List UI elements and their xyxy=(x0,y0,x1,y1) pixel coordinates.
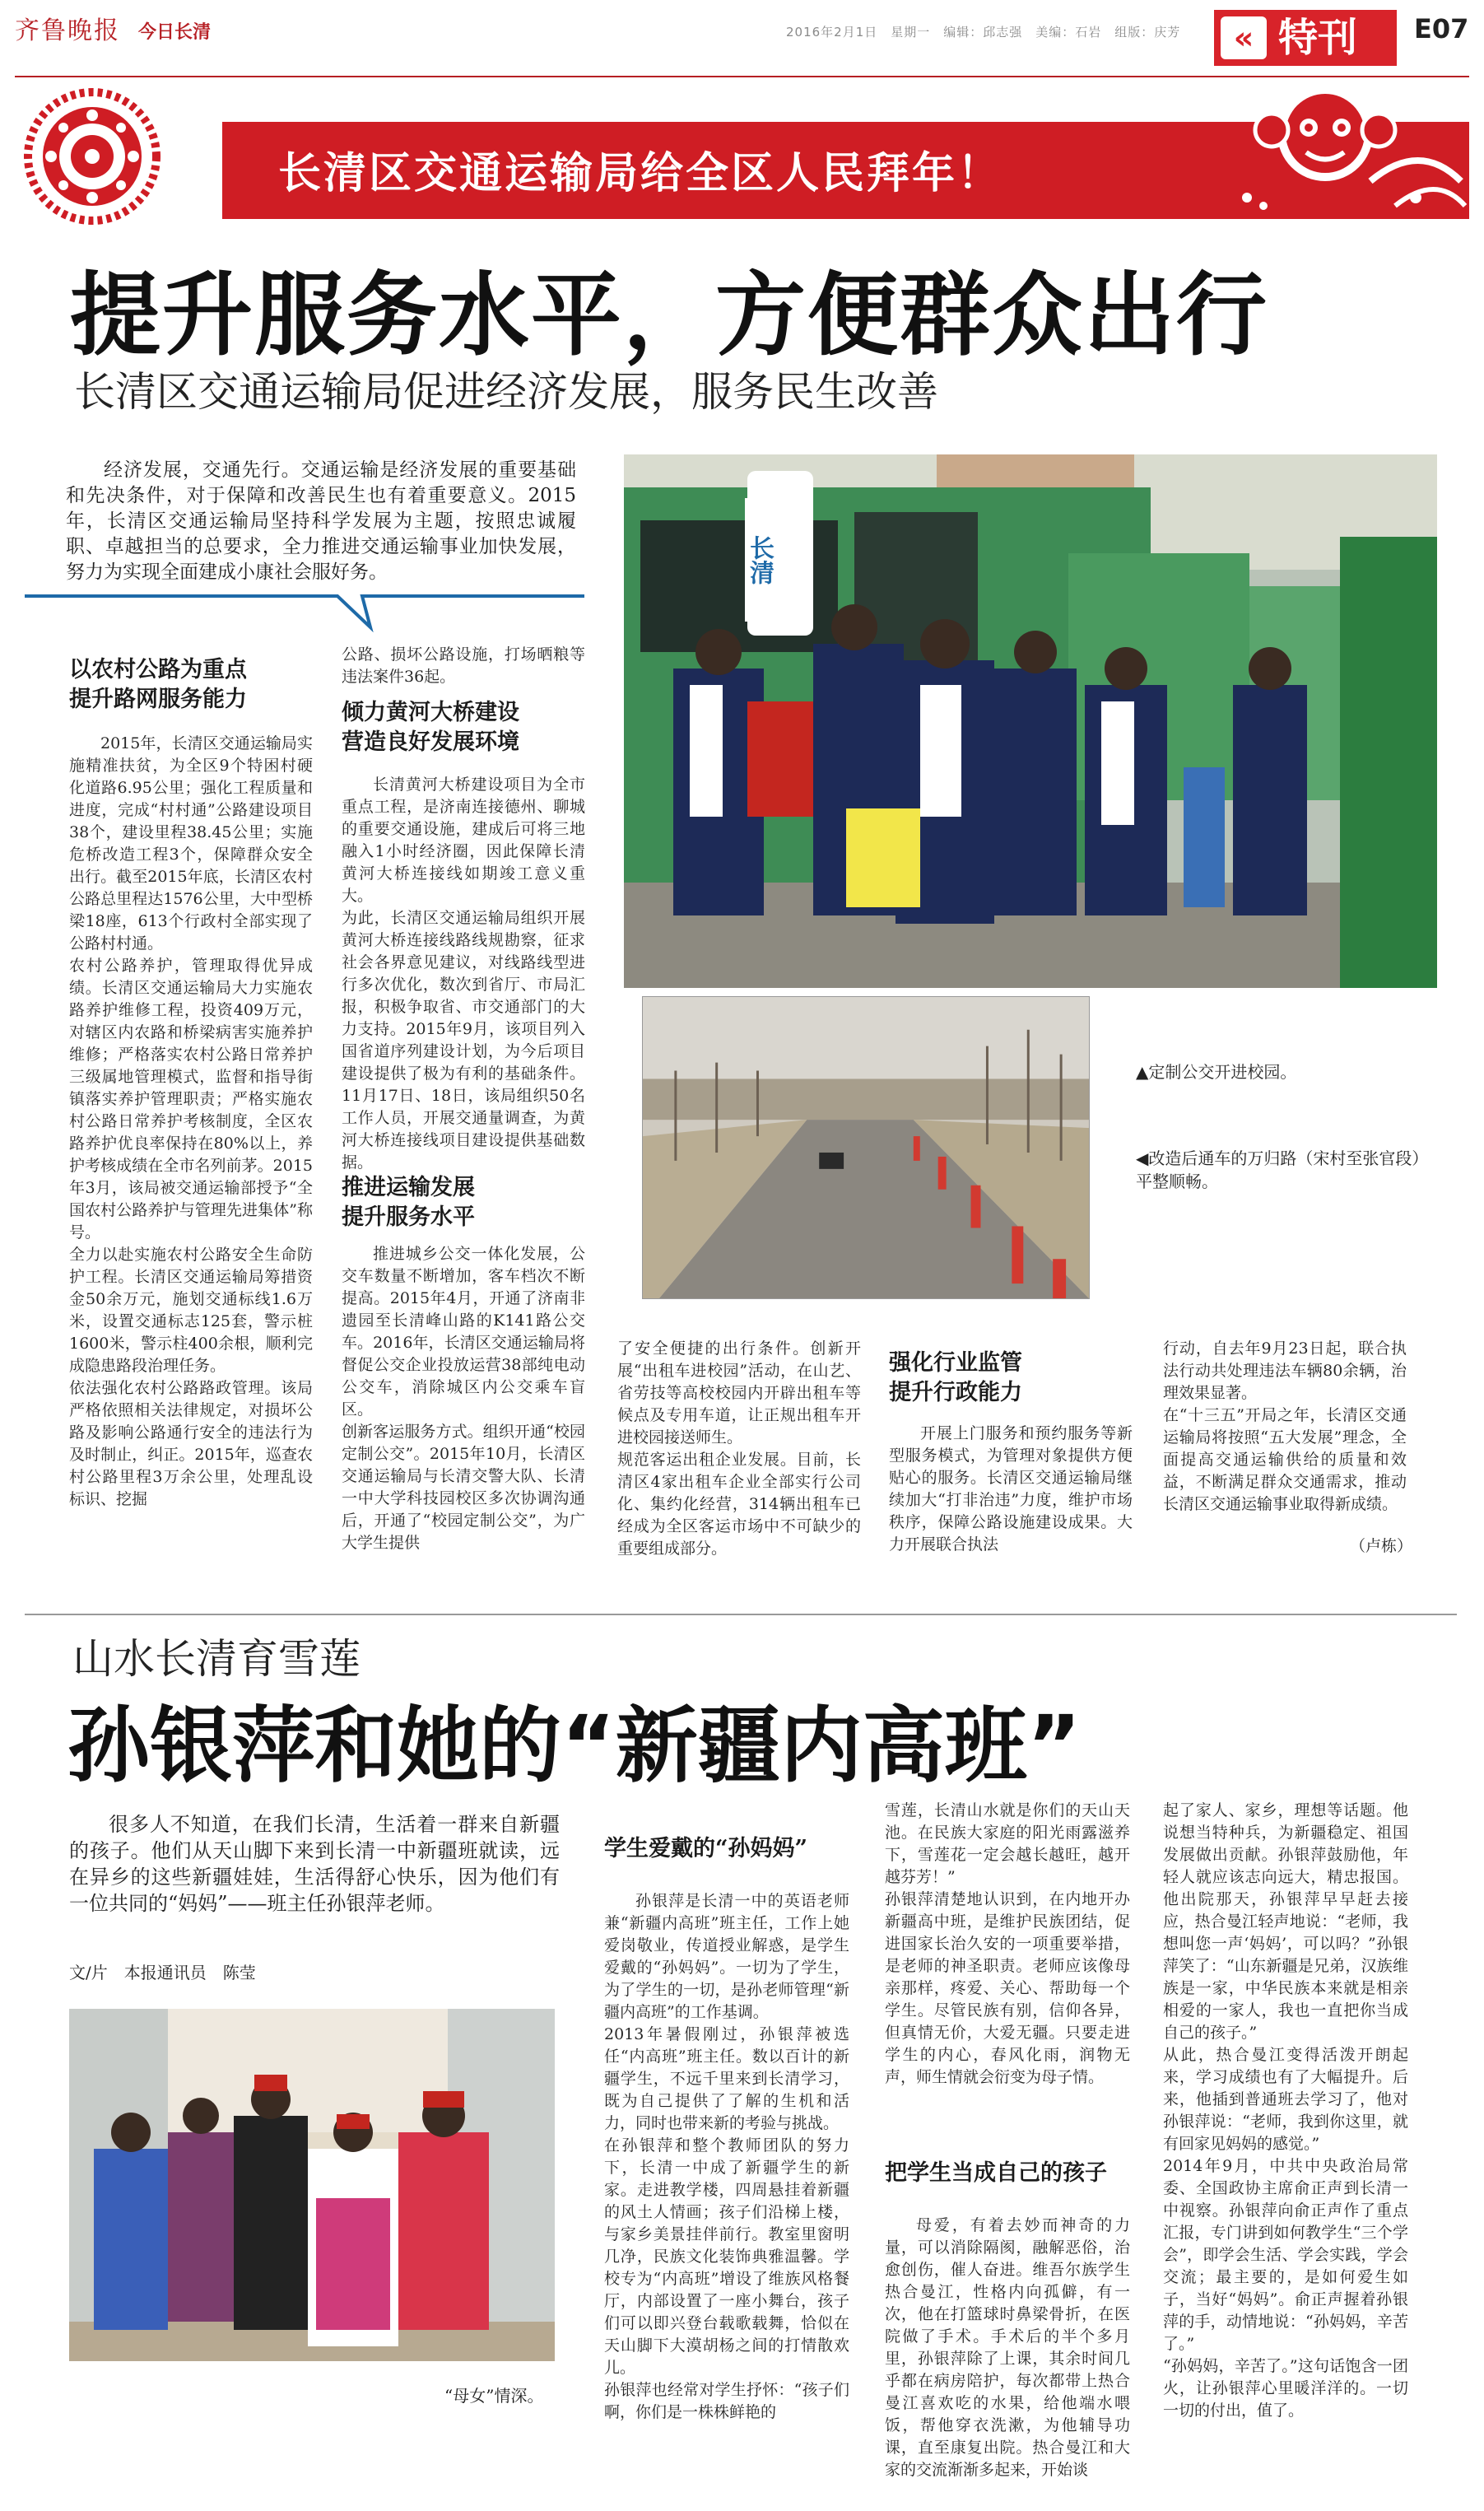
feature-headline: 孙银萍和她的“新疆内高班” xyxy=(67,1698,1082,1794)
feature-column-1: 孙银萍是长清一中的英语老师兼“新疆内高班”班主任，工作上她爱岗敬业，传道授业解惑，是学生爱戴的“孙妈妈”。一切为了学生，为了学生的一切，是孙老师管理“新疆内高班”的工作基调。 2013年暑假刚过，孙银萍被选任“内高班”班主任。数以百计的新疆学生，不远千里来到长清学习，既为自己提供了了解的生机和活力，同时也带来新的考验与挑战。 在孙银萍和整个教师团队的努力下，长清一中成了新疆学生的新家。走进教学楼，四周悬挂着新疆的风土人情画；孩子们沿梯上楼，与家乡美景挂伴前行。教室里窗明几净，民族文化装饰典雅温馨。学校专为“内高班”增设了维族风格餐厅，内部设置了一座小舞台，孩子们可以即兴登台载歌载舞，恰似在天山脚下大漠胡杨之间的打情散欢儿。 孙银萍也经常对学生抒怀：“孩子们啊，你们是一株株鲜艳的 xyxy=(604,1892,849,2421)
feature-intro: 很多人不知道，在我们长清，生活着一群来自新疆的孩子。他们从天山脚下来到长清一中新疆班就读，远在异乡的这些新疆娃娃，生活得舒心快乐，因为他们有一位共同的“妈妈”——班主任孙银萍老师。 xyxy=(69,1813,560,1915)
column-continued: 公路、损坏公路设施，打场晒粮等违法案件36起。 xyxy=(342,645,585,686)
newspaper-logo: 齐鲁晚报 xyxy=(15,16,120,45)
papercut-flower-icon xyxy=(18,82,166,231)
papercut-monkey-icon xyxy=(1123,82,1469,222)
section-heading-bridge: 倾力黄河大桥建设 营造良好发展环境 xyxy=(342,700,519,755)
section-heading-own-children: 把学生当成自己的孩子 xyxy=(885,2160,1107,2186)
feature-column-2b: 母爱，有着去妙而神奇的力量，可以消除隔阂，融解恶俗，治愈创伤，催人奋进。维吾尔族学生热合曼江，性格内向孤僻，有一次，他在打篮球时鼻梁骨折，在医院做了手术。手术后的半个多月里，孙银萍除了上课，其余时间几乎都在病房陪护，每次都带上热合曼江喜欢吃的水果，给他端水喂饭，帮他穿衣洗漱，为他辅导功课，直至康复出院。热合曼江和大家的交流渐渐多起来，开始谈 xyxy=(885,2216,1130,2479)
feature-column-3: 起了家人、家乡，理想等话题。他说想当特种兵，为新疆稳定、祖国发展做出贡献。孙银萍鼓励他，年轻人就应该志向远大，精忠报国。他出院那天，孙银萍早早赶去接应，热合曼江轻声地说：“老师，我想叫您一声‘妈妈’，可以吗？”孙银萍笑了：“山东新疆是兄弟，汉族维族是一家，中华民族本来就是相亲相爱的一家人，我也一直把你当成自己的孩子。” 从此，热合曼江变得活泼开朗起来，学习成绩也有了大幅提升。后来，他插到普通班去学习了，他对孙银萍说：“老师，我到你这里，就有回家见妈妈的感觉。” 2014年9月，中共中央政治局常委、全国政协主席俞正声到长清一中视察。孙银萍向俞正声作了重点汇报，专门讲到如何教学生“三个学会”，即学会生活、学会实践，学会交流；最主要的，是如何爱生如子，当好“妈妈”。俞正声握着孙银萍的手，动情地说：“孙妈妈，辛苦了。” “孙妈妈，辛苦了。”这句话饱含一团火，让孙银萍心里暖洋洋的。一切一切的付出，值了。 xyxy=(1163,1801,1408,2420)
feature-photo-caption: “母女”情深。 xyxy=(444,2386,544,2406)
page-number: E07 xyxy=(1414,13,1469,44)
photo-teacher-with-students xyxy=(69,2009,555,2361)
article-divider xyxy=(25,1614,1457,1615)
banner-text: 长清区交通运输局给全区人民拜年！ xyxy=(278,149,1003,198)
article-intro: 经济发展，交通先行。交通运输是经济发展的重要基础和先决条件，对于保障和改善民生也有着重要意义。2015年，长清区交通运输局坚持科学发展为主题，按照忠诚履职、卓越担当的总要求，全力推进交通运输事业加快发展，努力为实现全面建成小康社会服好务。 xyxy=(66,459,576,583)
section-heading-beloved: 学生爱戴的“孙妈妈” xyxy=(604,1836,808,1861)
column-bridge: 长清黄河大桥建设项目为全市重点工程，是济南连接德州、聊城的重要交通设施，建成后可将三地融入1小时经济圈，因此保障长清黄河大桥连接线如期竣工意义重大。 为此，长清区交通运输局组织开展黄河大桥连接线路线规勘察，征求社会各界意见建议，对线路线型进行多次优化，数次到省厅、市局汇报，积极争取省、市交通部门的大力支持。2015年9月，该项目列入国省道序列建设计划，为今后项目建设提供了极为有利的基础条件。11月17日、18日，该局组织50名工作人员，开展交通量调查，为黄河大桥连接线项目建设提供基础数据。 xyxy=(342,776,585,1172)
bus-sign: 长清 xyxy=(745,498,775,622)
section-heading-rural-roads: 以农村公路为重点 提升路网服务能力 xyxy=(69,657,247,712)
column-outlook: 行动，自去年9月23日起，联合执法行动共处理违法车辆80余辆，治理效果显著。 在“十三五”开局之年，长清区交通运输局将按照“五大发展”理念，全面提高交通运输供给的质量和效益，不断满足群众交通需求，推动长清区交通运输事业取得新成绩。 xyxy=(1163,1339,1407,1513)
section-name: 今日长清 xyxy=(138,22,212,43)
article1-author: （卢栋） xyxy=(1350,1537,1413,1555)
column-rural-roads: 2015年，长清区交通运输局实施精准扶贫，为全区9个特困村硬化道路6.95公里；强化工程质量和进度，完成“村村通”公路建设项目38个，建设里程38.45公里；实施危桥改造工程3个，保障群众安全出行。截至2015年底，长清区农村公路总里程达1576公里，大中型桥梁18座，613个行政村全部实现了公路村村通。 农村公路养护，管理取得优异成绩。长清区交通运输局大力实施农路养护维修工程，投资409万元，对辖区内农路和桥梁病害实施养护维修；严格落实农村公路日常养护三级属地管理模式，监督和指导街镇落实养护管理职责；严格实施农村公路日常养护考核制度，全区农路养护优良率保持在80%以上，养护考核成绩在全市名列前茅。2015年3月，该局被交通运输部授予“全国农村公路养护与管理先进集体”称号。 全力以赴实施农村公路安全生命防护工程。长清区交通运输局筹措资金50余万元，施划交通标线1.6万米，设置交通标志125套，警示桩1600米，警示柱400余根，顺利完成隐患路段治理任务。 依法强化农村公路路政管理。该局严格依照相关法律规定，对损坏公路及影响公路通行安全的违法行为及时制止，纠正。2015年，巡查农村公路里程3万余公里，处理乱设标识、挖掘 xyxy=(69,734,313,1508)
photo1-caption: ▲定制公交开进校园。 xyxy=(1136,1062,1297,1082)
feature-column-2: 雪莲，长清山水就是你们的天山天池。在民族大家庭的阳光雨露滋养下，雪莲花一定会越长越旺，越开越芬芳！” 孙银萍清楚地认识到，在内地开办新疆高中班，是维护民族团结，促进国家长治久安的一项重要举措，是老师的神圣职责。老师应该像母亲那样，疼爱、关心、帮助每一个学生。尽管民族有别，信仰各异，但真情无价，大爱无疆。只要走进学生的内心，春风化雨，润物无声，师生情就会衍变为母子情。 xyxy=(885,1801,1130,2086)
main-headline: 提升服务水平，方便群众出行 xyxy=(70,263,1268,368)
issue-meta: 2016年2月1日 星期一 编辑：邱志强 美编：石岩 组版：庆芳 xyxy=(786,25,1181,40)
feature-kicker: 山水长清育雪莲 xyxy=(72,1635,361,1683)
column-transport: 推进城乡公交一体化发展，公交车数量不断增加，客车档次不断提高。2015年4月，开通了济南非遗园至长清峰山路的K141路公交车。2016年，长清区交通运输局将督促公交企业投放运营38部纯电动公交车，消除城区内公交乘车盲区。 创新客运服务方式。组织开通“校园定制公交”。2015年10月，长清区交通运输局与长清交警大队、长清一中大学科技园校区多次协调沟通后，开通了“校园定制公交”，为广大学生提供 xyxy=(342,1245,585,1552)
feature-byline: 文/片 本报通讯员 陈莹 xyxy=(69,1963,256,1982)
photo-renovated-road xyxy=(642,996,1090,1299)
special-edition-tag: 特刊 xyxy=(1214,10,1397,66)
column-supervision: 开展上门服务和预约服务等新型服务模式，为管理对象提供方便贴心的服务。长清区交通运输局继续加大“打非治违”力度，维护市场秩序，保障公路设施建设成果。大力开展联合执法 xyxy=(889,1424,1133,1554)
section-heading-transport: 推进运输发展 提升服务水平 xyxy=(342,1175,475,1230)
main-subheadline: 长清区交通运输局促进经济发展，服务民生改善 xyxy=(74,368,938,416)
photo2-caption: ◀改造后通车的万归路（宋村至张官段）平整顺畅。 xyxy=(1136,1148,1429,1191)
double-chevron-icon: « xyxy=(1221,16,1267,59)
column-taxi: 了安全便捷的出行条件。创新开展“出租车进校园”活动，在山艺、省劳技等高校校园内开辟出租车等候点及专用车道，让正规出租车开进校园接送师生。 规范客运出租企业发展。目前，长清区4家出租车企业全部实行公司化、集约化经营，314辆出租车已经成为全区客运市场中不可缺少的重要组成部分。 xyxy=(617,1339,861,1558)
section-heading-supervision: 强化行业监管 提升行政能力 xyxy=(889,1350,1022,1405)
speech-bubble-border xyxy=(25,586,584,632)
header-rule xyxy=(15,76,1469,77)
